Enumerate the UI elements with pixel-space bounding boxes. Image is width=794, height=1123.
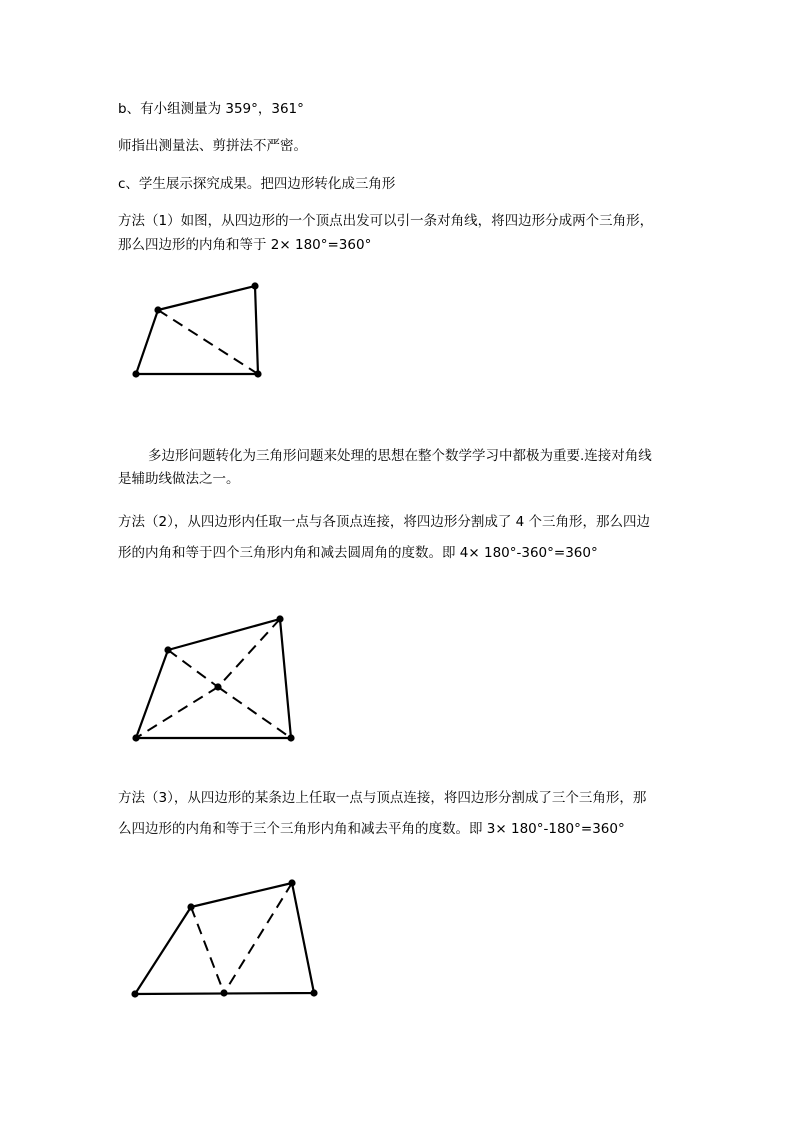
method-2-line-1: 方法（2），从四边形内任取一点与各顶点连接，将四边形分割成了 4 个三角形，那么四边 [118, 514, 651, 530]
method-2-line-2: 形的内角和等于四个三角形内角和减去圆周角的度数。即 4× 180°-360°=360° [118, 545, 598, 561]
method-3-line-1: 方法（3），从四边形的某条边上任取一点与顶点连接，将四边形分割成了三个三角形，那 [118, 790, 647, 806]
vertex-dot [287, 734, 294, 741]
text-line-1: b、有小组测量为 359°，361° [118, 101, 304, 117]
vertex-dot [132, 370, 139, 377]
text-line-3: c、学生展示探究成果。把四边形转化成三角形 [118, 176, 396, 192]
segment-to-center [218, 619, 280, 687]
text-line-2: 师指出测量法、剪拼法不严密。 [118, 138, 307, 154]
vertex-dot [164, 646, 171, 653]
vertex-dot [254, 370, 261, 377]
vertex-dot [310, 989, 317, 996]
method-1-line-1: 方法（1）如图，从四边形的一个顶点出发可以引一条对角线，将四边形分成两个三角形， [118, 213, 654, 229]
vertex-dot [132, 734, 139, 741]
diagonal-1 [158, 310, 258, 374]
vertex-dot [187, 903, 194, 910]
edge-point-dot [220, 989, 227, 996]
paragraph-line-1: 多边形问题转化为三角形问题来处理的思想在整个数学学习中都极为重要.连接对角线 [148, 448, 652, 464]
vertex-dot [276, 615, 283, 622]
segment-to-center [168, 650, 218, 687]
quadrilateral-3 [135, 883, 314, 994]
vertex-dot [251, 282, 258, 289]
segment-to-edge-point [224, 883, 292, 993]
quadrilateral-2 [136, 619, 291, 738]
vertex-dot [288, 879, 295, 886]
method-3-line-2: 么四边形的内角和等于三个三角形内角和减去平角的度数。即 3× 180°-180°=360° [118, 821, 625, 837]
segment-to-edge-point [191, 907, 224, 993]
segment-to-center [218, 687, 291, 738]
vertex-dot [154, 306, 161, 313]
segment-to-center [136, 687, 218, 738]
quadrilateral-1 [136, 286, 258, 374]
method-1-line-2: 那么四边形的内角和等于 2× 180°=360° [118, 237, 372, 253]
vertex-dot [131, 990, 138, 997]
paragraph-line-2: 是辅助线做法之一。 [118, 471, 240, 487]
interior-point-dot [214, 683, 221, 690]
